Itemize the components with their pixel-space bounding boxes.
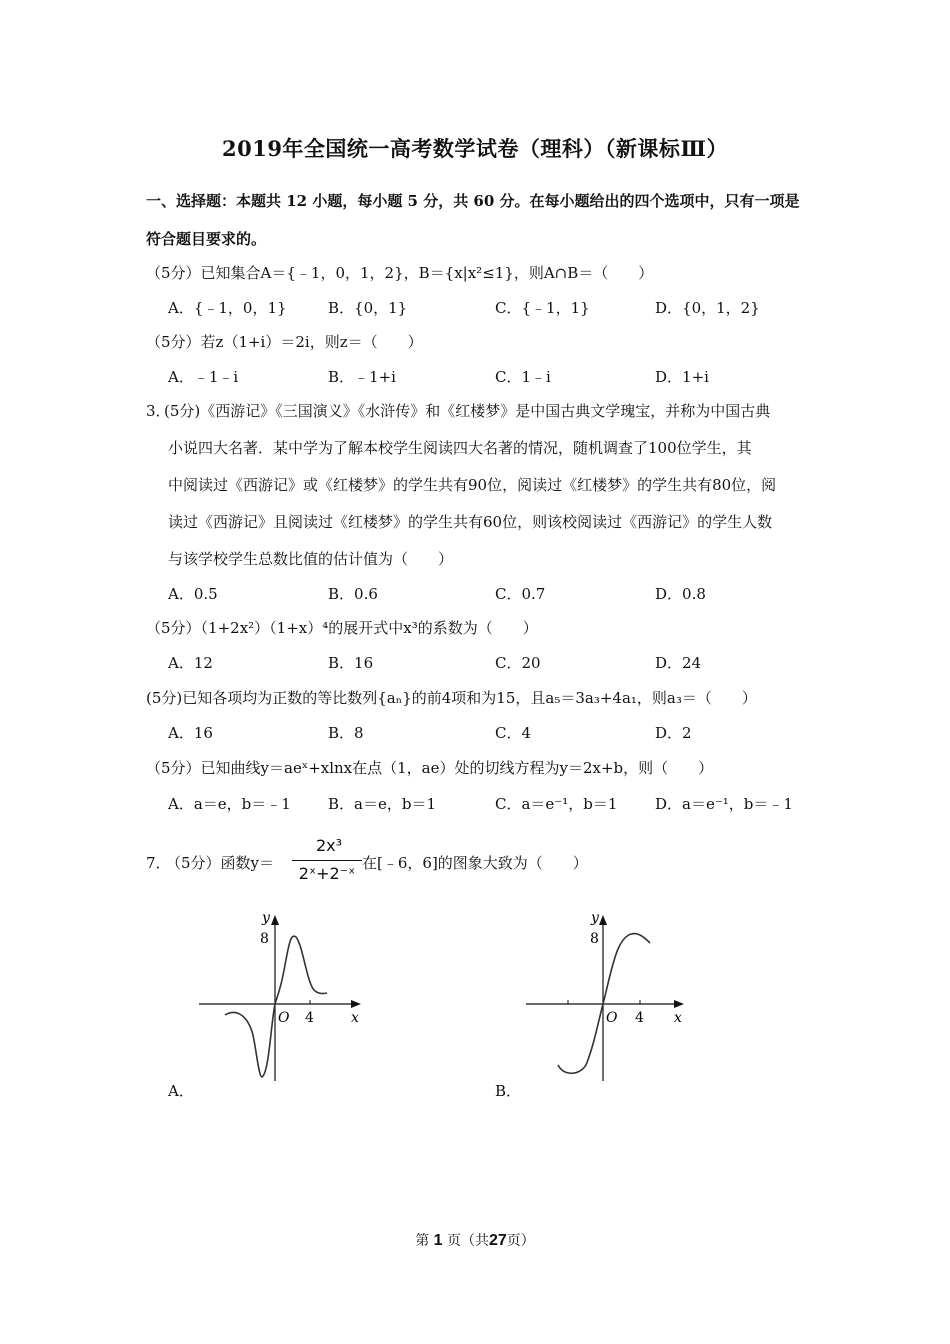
- origin-label: O: [606, 1010, 618, 1026]
- q4-option-c: C．20: [495, 654, 541, 672]
- q3-option-a: A．0.5: [168, 585, 218, 603]
- curve-a: [225, 936, 327, 1077]
- fraction-bar: [292, 860, 362, 861]
- page-title: 2019年全国统一高考数学试卷（理科）（新课标Ⅲ）: [221, 136, 729, 161]
- q7-option-b: B．: [495, 1082, 522, 1100]
- fraction-denominator: 2ˣ+2⁻ˣ: [298, 864, 356, 883]
- q5-option-a: A．16: [168, 724, 213, 742]
- question-6-text: （5分）已知曲线y＝aeˣ+xlnx在点（1，ae）处的切线方程为y＝2x+b，则（ ）: [146, 759, 714, 777]
- q2-option-a: A．﹣1﹣i: [168, 368, 239, 386]
- x-axis-arrow: [351, 1000, 361, 1008]
- question-5-text: (5分)已知各项均为正数的等比数列{aₙ}的前4项和为15，且a₅＝3a₃+4a₁，则a₃＝（ ）: [146, 689, 757, 707]
- graph-option-b: [522, 905, 692, 1085]
- q2-option-b: B．﹣1+i: [328, 368, 396, 386]
- section-heading-line2: 符合题目要求的。: [146, 230, 267, 248]
- q5-option-d: D．2: [655, 724, 692, 742]
- q1-option-c: C．{﹣1，1}: [495, 299, 590, 317]
- q3-option-b: B．0.6: [328, 585, 378, 603]
- x-axis-arrow: [674, 1000, 684, 1008]
- fraction-numerator: 2x³: [315, 836, 343, 855]
- question-2-text: （5分）若z（1+i）＝2i，则z＝（ ）: [146, 333, 423, 351]
- question-3-line5: 与该学校学生总数比值的估计值为（ ）: [168, 550, 454, 568]
- q4-option-a: A．12: [168, 654, 213, 672]
- y-axis-arrow: [599, 915, 607, 925]
- q7-option-a: A．: [168, 1082, 194, 1100]
- question-3-number: 3．: [146, 402, 171, 420]
- footer-middle: 页（共: [447, 1233, 489, 1249]
- q5-option-b: B．8: [328, 724, 364, 742]
- x-label: x: [351, 1010, 359, 1026]
- page-footer: [0, 1230, 950, 1250]
- q1-option-d: D．{0，1，2}: [655, 299, 760, 317]
- q4-option-b: B．16: [328, 654, 374, 672]
- tick-y-label: 8: [260, 931, 269, 947]
- y-label: y: [262, 910, 270, 926]
- q5-option-c: C．4: [495, 724, 532, 742]
- origin-label: O: [278, 1010, 290, 1026]
- q4-option-d: D．24: [655, 654, 702, 672]
- footer-total-pages: 27: [489, 1232, 507, 1249]
- q2-option-d: D．1+i: [655, 368, 709, 386]
- q6-option-c: C．a＝e⁻¹，b＝1: [495, 795, 618, 813]
- tick-y-label: 8: [590, 931, 599, 947]
- question-1-text: （5分）已知集合A＝{﹣1，0，1，2}，B＝{x|x²≤1}，则A∩B＝（ ）: [146, 264, 654, 282]
- question-3-line4: 读过《西游记》且阅读过《红楼梦》的学生共有60位，则该校阅读过《西游记》的学生人数: [168, 513, 773, 531]
- q3-option-d: D．0.8: [655, 585, 706, 603]
- y-label: y: [591, 910, 599, 926]
- tick-x-label: 4: [305, 1010, 314, 1026]
- q2-option-c: C．1﹣i: [495, 368, 551, 386]
- q6-option-b: B．a＝e，b＝1: [328, 795, 436, 813]
- q6-option-d: D．a＝e⁻¹，b＝﹣1: [655, 795, 793, 813]
- footer-suffix: 页）: [506, 1233, 535, 1249]
- question-7-text-after: 在[﹣6，6]的图象大致为（ ）: [362, 854, 588, 872]
- question-7-text-before: （5分）函数y＝: [166, 854, 275, 872]
- question-3-line3: 中阅读过《西游记》或《红楼梦》的学生共有90位，阅读过《红楼梦》的学生共有80位，阅: [168, 476, 777, 494]
- question-3-line1: (5分)《西游记》《三国演义》《水浒传》和《红楼梦》是中国古典文学瑰宝，并称为中国古典: [164, 402, 771, 420]
- q1-option-a: A．{﹣1，0，1}: [168, 299, 287, 317]
- question-3-line2: 小说四大名著．某中学为了解本校学生阅读四大名著的情况，随机调查了100位学生，其: [168, 439, 752, 457]
- q6-option-a: A．a＝e，b＝﹣1: [168, 795, 291, 813]
- y-axis-arrow: [271, 915, 279, 925]
- question-7-number: 7．: [146, 854, 171, 872]
- question-4-text: （5分）（1+2x²）（1+x）⁴的展开式中x³的系数为（ ）: [146, 619, 538, 637]
- curve-b: [558, 934, 650, 1074]
- tick-x-label: 4: [635, 1010, 644, 1026]
- graph-option-a: [195, 905, 365, 1085]
- q1-option-b: B．{0，1}: [328, 299, 408, 317]
- x-label: x: [674, 1010, 682, 1026]
- q3-option-c: C．0.7: [495, 585, 546, 603]
- section-heading-line1: 一、选择题：本题共 12 小题，每小题 5 分，共 60 分。在每小题给出的四个选项中，只有一项是: [146, 192, 800, 210]
- footer-prefix: 第: [415, 1233, 430, 1249]
- footer-page-number: 1: [433, 1232, 443, 1249]
